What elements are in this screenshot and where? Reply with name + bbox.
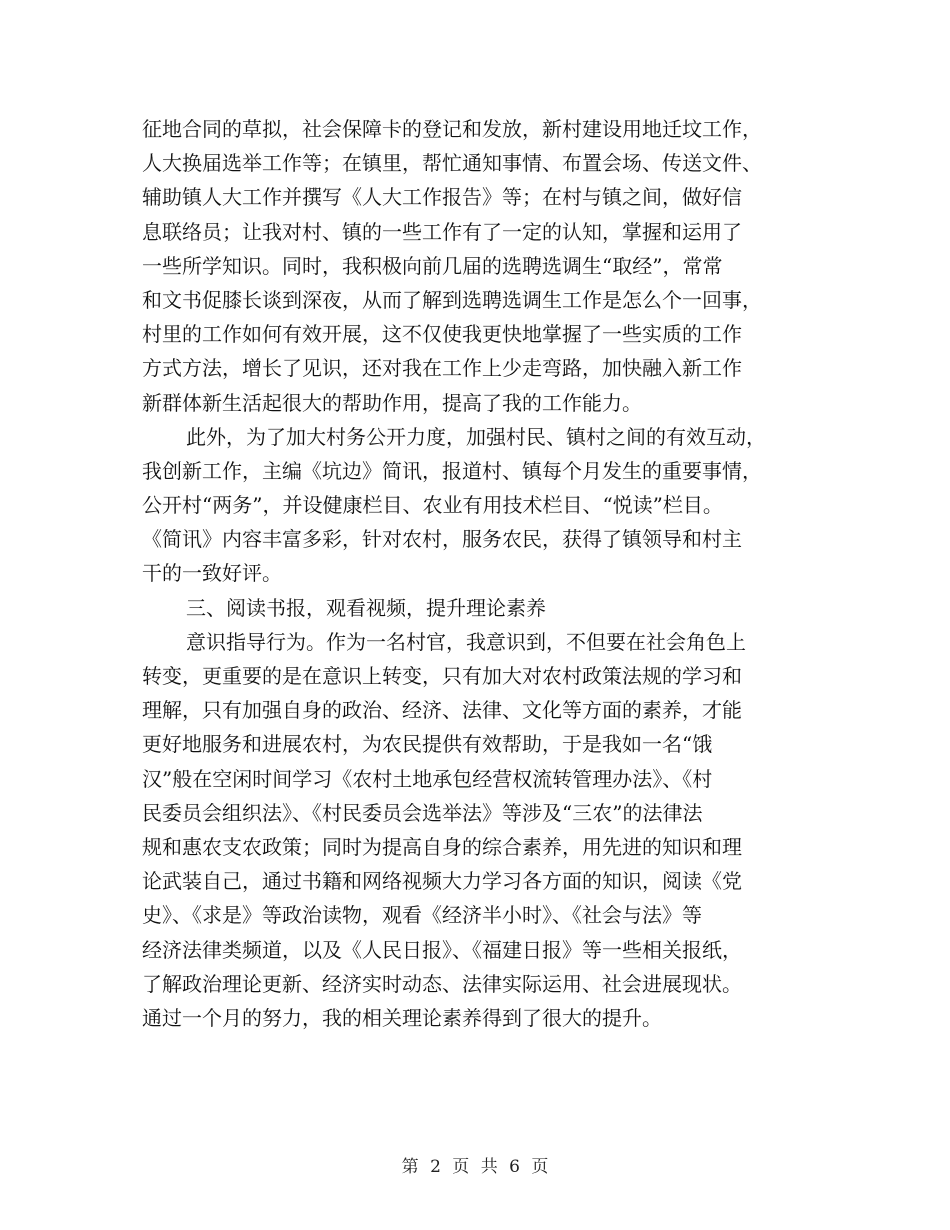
text-line: 论武装自己，通过书籍和网络视频大力学习各方面的知识，阅读《党	[142, 869, 742, 894]
text-line: 新群体新生活起很大的帮助作用，提高了我的工作能力。	[142, 390, 642, 415]
document-body	[142, 112, 810, 1035]
text-line: 意识指导行为。作为一名村官，我意识到，不但要在社会角色上	[186, 629, 746, 654]
text-line: 了解政治理论更新、经济实时动态、法律实际运用、社会进展现状。	[142, 971, 742, 996]
text-line: 转变，更重要的是在意识上转变，只有加大对农村政策法规的学习和	[142, 664, 742, 688]
text-line: 人大换届选举工作等；在镇里，帮忙通知事情、布置会场、传送文件、	[142, 151, 762, 176]
text-line: 村里的工作如何有效开展，这不仅使我更快地掌握了一些实质的工作	[142, 322, 742, 347]
text-line: 汉”般在空闲时间学习《农村土地承包经营权流转管理办法》、《村	[142, 766, 713, 791]
text-line: 史》、《求是》等政治读物，观看《经济半小时》、《社会与法》等	[142, 903, 702, 928]
text-line: 公开村“两务”，并设健康栏目、农业有用技术栏目、“悦读”栏目。	[142, 493, 723, 518]
text-line: 辅助镇人大工作并撰写《人大工作报告》等；在村与镇之间，做好信	[142, 185, 742, 210]
page-number-footer: 第 2 页 共 6 页	[401, 1157, 549, 1177]
text-line: 和文书促膝长谈到深夜，从而了解到选聘选调生工作是怎么个一回事，	[142, 287, 762, 312]
text-line: 三、阅读书报，观看视频，提升理论素养	[186, 595, 546, 620]
text-line: 此外，为了加大村务公开力度，加强村民、镇村之间的有效互动，	[186, 424, 766, 449]
text-line: 通过一个月的努力，我的相关理论素养得到了很大的提升。	[142, 1005, 662, 1030]
text-line: 更好地服务和进展农村，为农民提供有效帮助，于是我如一名“饿	[142, 732, 713, 757]
text-line: 经济法律类频道，以及《人民日报》、《福建日报》等一些相关报纸，	[142, 937, 742, 962]
text-line: 征地合同的草拟，社会保障卡的登记和发放，新村建设用地迁坟工作，	[142, 117, 762, 141]
text-line: 干的一致好评。	[142, 561, 282, 586]
text-line: 息联络员；让我对村、镇的一些工作有了一定的认知，掌握和运用了	[142, 219, 742, 244]
text-line: 一些所学知识。同时，我积极向前几届的选聘选调生“取经”，常常	[142, 253, 723, 278]
text-line: 理解，只有加强自身的政治、经济、法律、文化等方面的素养，才能	[142, 698, 742, 723]
text-line: 民委员会组织法》、《村民委员会选举法》等涉及“三农”的法律法	[142, 800, 703, 825]
text-line: 《简讯》内容丰富多彩，针对农村，服务农民，获得了镇领导和村主	[142, 527, 742, 552]
text-line: 我创新工作，主编《坑边》简讯，报道村、镇每个月发生的重要事情，	[142, 458, 762, 483]
text-line: 规和惠农支农政策；同时为提高自身的综合素养，用先进的知识和理	[142, 834, 742, 859]
text-line: 方式方法，增长了见识，还对我在工作上少走弯路，加快融入新工作	[142, 356, 742, 381]
